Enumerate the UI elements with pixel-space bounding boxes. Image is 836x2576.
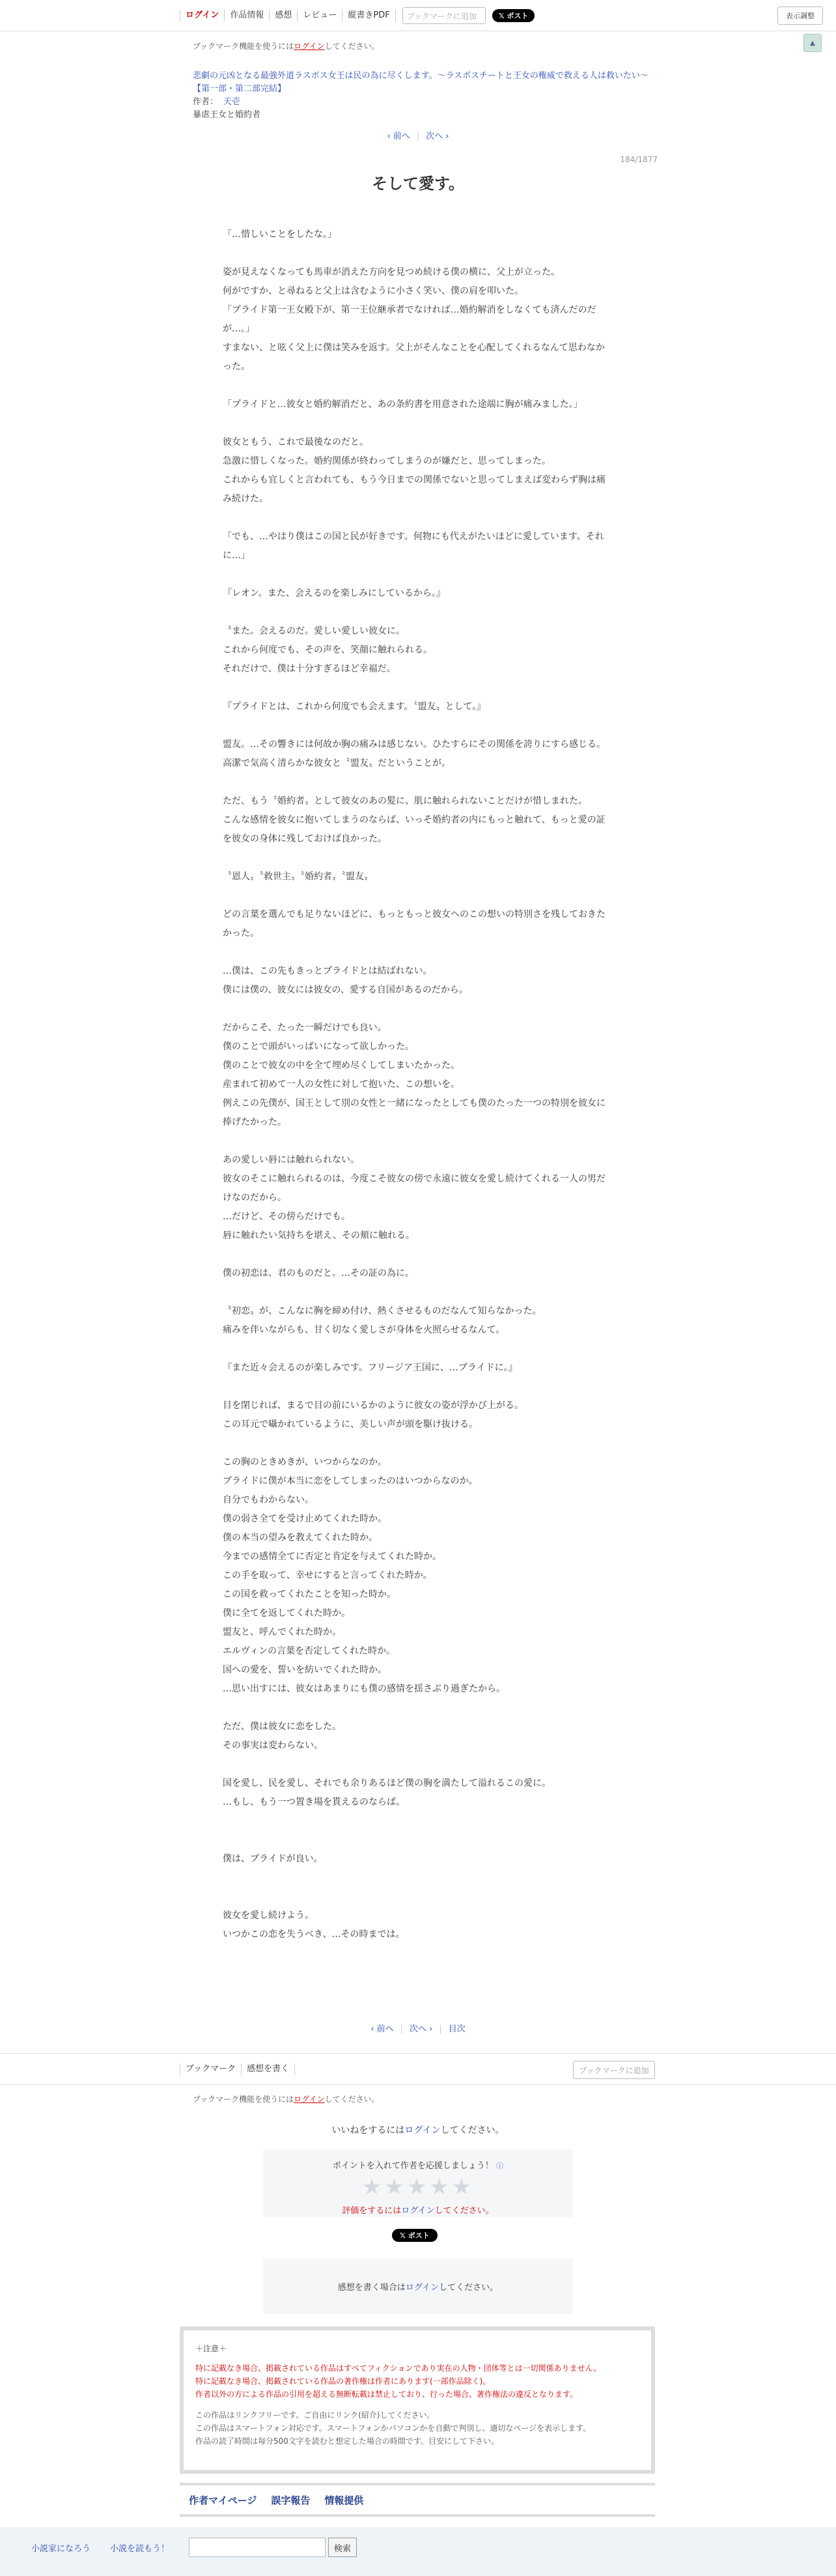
like-login-link[interactable]: ログイン: [404, 2125, 441, 2136]
x-post-button[interactable]: 𝕏 ポスト: [392, 2229, 438, 2242]
eval-notice: 評価をするにはログインしてください。: [342, 2206, 494, 2216]
impressions-link[interactable]: 感想: [270, 10, 298, 21]
body-line: 姿が見えなくなっても馬車が消えた方向を見つめ続ける僕の横に、父上が立った。: [223, 267, 560, 277]
body-line: 『また近々会えるのが楽しみです。フリージア王国に、…プライドに。』: [223, 1363, 518, 1373]
body-line: これからも宜しくと言われても、もう今日までの関係でないと思ってしまえば変わらず胸は痛み続けた。: [223, 475, 606, 504]
body-line: [223, 565, 613, 584]
body-line: …もし、もう一つ置き場を貰えるのならば。: [223, 1797, 405, 1807]
notice-gray-line: この作品はスマートフォン対応です。スマートフォンかパソコンかを自動で判別し、適切なページを表示します。: [195, 2424, 591, 2433]
body-line: 彼女のそこに触れられるのは、今度こそ彼女の傍で永遠に彼女を愛し続けてくれる一人の男だけなのだから。: [223, 1174, 606, 1203]
body-line: [223, 1378, 613, 1396]
pager-top: ‹ 前へ | 次へ ›: [0, 129, 836, 141]
body-line: 僕の初恋は、君のものだと。…その証の為に。: [223, 1268, 414, 1279]
search-input[interactable]: [189, 2538, 326, 2557]
bookmark-add-button[interactable]: ブックマークに追加: [573, 2061, 655, 2079]
body-line: [223, 1888, 613, 1906]
global-footer: [0, 2527, 836, 2576]
body-line: [223, 1245, 613, 1264]
eval-login-link[interactable]: ログイン: [401, 2206, 435, 2216]
notice-text: ブックマーク機能を使うには: [193, 42, 294, 51]
body-line: 〝初恋〟が、こんなに胸を締め付け、熱くさせるものだなんて知らなかった。: [223, 1306, 542, 1316]
body-line: 自分でもわからない。: [223, 1495, 314, 1505]
review-link[interactable]: レビュー: [298, 10, 342, 21]
body-line: [223, 1699, 613, 1718]
notice-box: [180, 2327, 655, 2474]
bottom-tabs: [180, 2058, 295, 2080]
prev-link[interactable]: ‹ 前へ: [370, 2024, 394, 2034]
body-line: 〝また。会えるのだ。愛しい愛しい彼女に。: [223, 626, 405, 636]
body-line: どの言葉を選んでも足りないほどに、もっともっと彼女へのこの想いの特別さを残しておきたかった。: [223, 909, 606, 939]
like-text: いいねをするには: [331, 2125, 405, 2136]
narou-link[interactable]: 小説家になろう: [31, 2543, 91, 2554]
series-title-link[interactable]: 悲劇の元凶となる最強外道ラスボス女王は民の為に尽くします。〜ラスボスチートと王女の権威で救える人は救いたい〜【第一部・第二部完結】: [193, 71, 648, 94]
prev-link[interactable]: ‹ 前へ: [387, 132, 410, 141]
body-line: この手を取って、幸せにすると言ってくれた時か。: [223, 1570, 432, 1581]
notice-gray-line: この作品はリンクフリーです。ご自由にリンク(紹介)してください。: [195, 2411, 435, 2420]
body-line: 『レオン。また、会えるのを楽しみにしているから。』: [223, 588, 445, 599]
body-line: [223, 603, 613, 622]
body-line: 今までの感情全てに否定と肯定を与えてくれた時か。: [223, 1551, 441, 1562]
body-line: 例えこの先僕が、国王として別の女性と一緒になったとしても僕のたった一つの特別を彼女に捧げたかった。: [223, 1098, 606, 1127]
body-line: 産まれて初めて一人の女性に対して抱いた、この想いを。: [223, 1079, 460, 1090]
notice-text: してください。: [324, 2095, 380, 2104]
body-line: 僕の弱さ全てを受け止めてくれた時か。: [223, 1514, 387, 1524]
body-line: 彼女ともう、これで最後なのだと。: [223, 437, 369, 447]
notice-text: してください。: [324, 42, 380, 51]
top-nav: [180, 0, 535, 31]
info-link[interactable]: 情報提供: [324, 2495, 364, 2506]
notice-gray-line: 作品の読了時間は毎分500文字を読むと想定した場合の時間です。目安にして下さい。: [195, 2437, 499, 2446]
body-line: 国を愛し、民を愛し、それでも余りあるほど僕の胸を満たして溢れるこの愛に。: [223, 1778, 551, 1789]
novel-body: [223, 225, 613, 1944]
body-line: [223, 509, 613, 528]
body-line: [223, 1340, 613, 1359]
body-line: だからこそ、たった一瞬だけでも良い。: [223, 1023, 387, 1033]
body-line: [223, 1812, 613, 1831]
body-line: ただ、もう〝婚約者〟として彼女のあの髪に、肌に触れられないことだけが惜しまれた。: [223, 796, 587, 806]
body-line: これから何度でも、その声を、笑顔に触れられる。: [223, 645, 432, 655]
body-line: 『プライドとは、これから何度でも会えます。〝盟友〟として。』: [223, 701, 486, 712]
novel-header: [193, 40, 648, 122]
body-line: [223, 716, 613, 735]
body-line: この国を救ってくれたことを知った時か。: [223, 1589, 396, 1600]
body-line: ただ、僕は彼女に恋をした。: [223, 1721, 341, 1732]
body-line: [223, 849, 613, 868]
body-line: 僕は、プライドが良い。: [223, 1854, 323, 1864]
body-line: [223, 1283, 613, 1302]
body-line: 僕のことで彼女の中を全て埋め尽くしてしまいたかった。: [223, 1060, 460, 1071]
body-line: 目を閉じれば、まるで目の前にいるかのように彼女の姿が浮かび上がる。: [223, 1400, 523, 1411]
body-line: プライドに僕が本当に恋をしてしまったのはいつからなのか。: [223, 1476, 478, 1486]
typo-report-link[interactable]: 誤字報告: [271, 2495, 311, 2506]
body-line: 盟友。…その響きには何故か胸の痛みは感じない。ひたすらにその関係を誇りにすら感じる。高潔で気高く清らかな彼女と〝盟友〟だということが。: [223, 739, 606, 769]
body-line: いつかこの恋を失うべき、…その時までは。: [223, 1929, 405, 1940]
body-line: こんな感情を彼女に抱いてしまうのならば、いっそ婚約者の内にもっと触れて、もっと愛の証を彼女の身体に残しておけば良かった。: [223, 815, 606, 844]
divider: [0, 2084, 836, 2085]
body-line: それだけで、僕は十分すぎるほど幸福だ。: [223, 664, 396, 674]
body-line: [223, 679, 613, 698]
point-box: [263, 2149, 573, 2217]
question-icon[interactable]: ⓘ: [496, 2162, 504, 2170]
body-line: [223, 1000, 613, 1019]
body-line: [223, 773, 613, 792]
vertical-pdf-link[interactable]: 縦書きPDF: [342, 10, 395, 21]
body-line: [223, 886, 613, 905]
body-line: 何がですか、と尋ねると父上は含むように小さく笑い、僕の肩を叩いた。: [223, 286, 523, 296]
divider: [180, 2483, 655, 2485]
footer-links: [189, 2493, 363, 2507]
body-line: 痛みを伴いながらも、甘く切なく愛しさが身体を火照らせるなんて。: [223, 1325, 505, 1335]
body-line: 急激に惜しくなった。婚約関係が終わってしまうのが嫌だと、思ってしまった。: [223, 456, 551, 466]
notice-red-line: 特に記載なき場合、掲載されている作品の著作権は作者にあります(一部作品除く)。: [195, 2377, 491, 2386]
body-line: 国への愛を、誓いを紡いでくれた時か。: [223, 1665, 387, 1675]
body-line: [223, 1869, 613, 1888]
body-line: [223, 244, 613, 263]
star-rating[interactable]: ★★★★★: [361, 2174, 475, 2200]
index-link[interactable]: 目次: [448, 2024, 466, 2034]
body-line: 僕の本当の望みを教えてくれた時か。: [223, 1533, 378, 1543]
yomou-link[interactable]: 小説を読もう！: [110, 2543, 170, 2554]
body-line: 僕に全てを返してくれた時か。: [223, 1608, 350, 1619]
body-line: 僕のことで頭がいっぱいになって欲しかった。: [223, 1041, 414, 1052]
author-label: 作者：: [193, 97, 219, 107]
body-line: 「でも、…やはり僕はこの国と民が好きです。何物にも代えがたいほどに愛しています。それに…」: [223, 531, 604, 561]
body-line: あの愛しい唇には触れられない。: [223, 1155, 359, 1165]
work-info-link[interactable]: 作品情報: [225, 10, 270, 21]
point-label: ポイントを入れて作者を応援しましょう！ ⓘ: [332, 2161, 504, 2171]
scroll-top-icon[interactable]: ▲: [803, 34, 822, 52]
notice-login-link[interactable]: ログイン: [294, 2095, 325, 2104]
divider: [0, 2053, 836, 2054]
body-line: 僕には僕の、彼女には彼女の、愛する自国があるのだから。: [223, 985, 468, 995]
body-line: この耳元で囁かれているように、美しい声が頭を駆け抜ける。: [223, 1419, 478, 1430]
body-line: すまない、と呟く父上に僕は笑みを返す。父上がそんなことを心配してくれるなんて思わなかった。: [223, 343, 605, 372]
notice-text: ブックマーク機能を使うには: [193, 2095, 294, 2104]
body-line: 彼女を愛し続けよう。: [223, 1910, 314, 1921]
chapter-title: 暴虐王女と婚約者: [193, 110, 261, 120]
top-bar: [0, 0, 836, 31]
like-notice: [0, 2123, 836, 2136]
impression-box: 感想を書く場合は ログイン してください。: [263, 2259, 573, 2314]
body-line: …僕は、この先もきっとプライドとは結ばれない。: [223, 966, 432, 976]
display-settings-button[interactable]: 表示調整: [777, 7, 823, 25]
body-line: 唇に触れたい気持ちを堪え、その頬に触れる。: [223, 1230, 415, 1241]
write-impression-tab[interactable]: 感想を書く: [242, 2063, 295, 2075]
page-count: 184/1877: [620, 155, 658, 164]
body-line: この胸のときめきが、いつからなのか。: [223, 1457, 387, 1467]
body-line: [223, 943, 613, 962]
bookmark-tab[interactable]: ブックマーク: [180, 2063, 242, 2075]
notice-red-line: 特に記載なき場合、掲載されている作品はすべてフィクションであり実在の人物・団体等とは一切関係ありません。: [195, 2364, 602, 2373]
body-line: 〝恩人〟〝救世主〟〝婚約者〟〝盟友〟: [223, 871, 373, 882]
body-line: 盟友と、呼んでくれた時か。: [223, 1627, 341, 1637]
global-footer-inner: [31, 2538, 357, 2557]
next-link[interactable]: 次へ ›: [426, 132, 449, 141]
author-link[interactable]: 天壱: [223, 97, 241, 107]
body-line: …だけど、その傍らだけでも。: [223, 1211, 350, 1222]
body-line: [223, 1831, 613, 1850]
author-mypage-link[interactable]: 作者マイページ: [189, 2495, 257, 2506]
bookmark-add-button[interactable]: ブックマークに追加: [402, 7, 486, 24]
body-line: 「プライドと…彼女と婚約解消だと、あの条約書を用意された途端に胸が痛みました。」: [223, 399, 583, 410]
impression-login-link[interactable]: ログイン: [405, 2282, 439, 2293]
divider: [180, 2514, 655, 2517]
notice-heading: ＋注意＋: [195, 2344, 227, 2353]
pager-bottom: ‹ 前へ | 次へ › | 目次: [0, 2022, 836, 2034]
bookmark-login-notice: [193, 40, 648, 51]
like-text: してください。: [440, 2125, 505, 2136]
body-line: 「プライド第一王女殿下が、第一王位継承者でなければ…婚約解消をしなくても済んだのだが…。」: [223, 305, 596, 334]
x-post-button[interactable]: 𝕏 ポスト: [492, 9, 535, 22]
notice-login-link[interactable]: ログイン: [294, 42, 325, 51]
next-link[interactable]: 次へ ›: [409, 2024, 433, 2034]
body-line: [223, 1132, 613, 1151]
body-line: [223, 1755, 613, 1774]
body-line: その事実は変わらない。: [223, 1740, 323, 1751]
body-line: [223, 1434, 613, 1453]
episode-title: そして愛す。: [371, 175, 465, 193]
body-line: [223, 414, 613, 433]
author-line: [193, 96, 648, 109]
body-line: エルヴィンの言葉を否定してくれた時か。: [223, 1646, 396, 1656]
body-line: 「…惜しいことをしたな。」: [223, 229, 337, 240]
body-line: [223, 376, 613, 395]
body-line: …思い出すには、彼女はあまりにも僕の感情を揺さぶり過ぎたから。: [223, 1684, 505, 1694]
login-link[interactable]: ログイン: [180, 10, 225, 21]
notice-red-line: 作者以外の方による作品の引用を超える無断転載は禁止しており、行った場合、著作権法の違反となります。: [195, 2390, 578, 2399]
search-button[interactable]: 検索: [328, 2538, 357, 2557]
bookmark-login-notice: [193, 2093, 380, 2104]
